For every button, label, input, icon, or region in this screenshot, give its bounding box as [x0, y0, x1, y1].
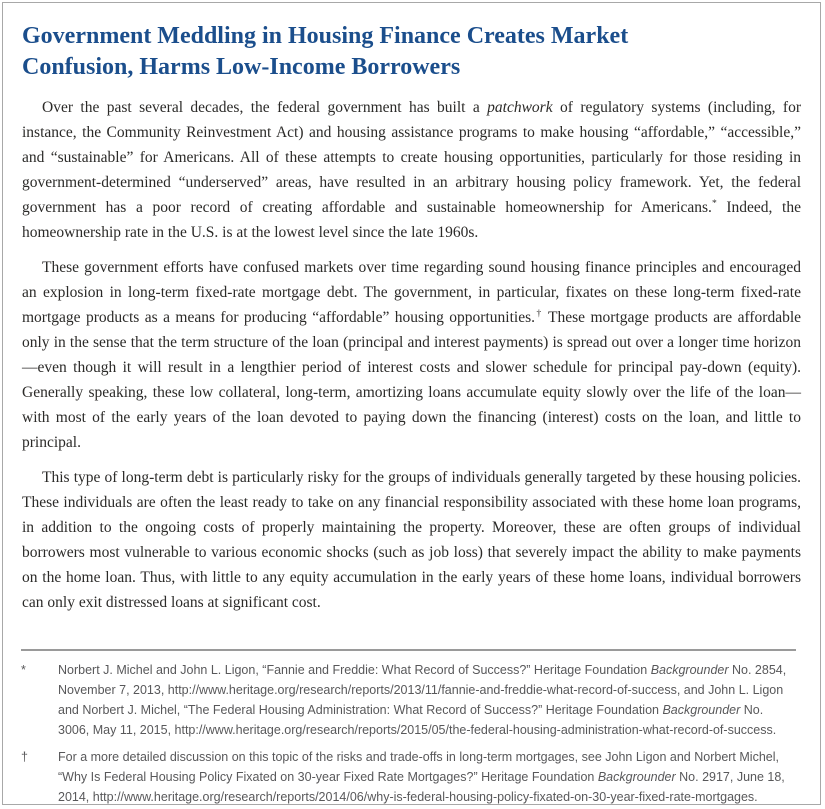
- footnotes-section: [21, 649, 796, 805]
- footnote-asterisk-text: [58, 660, 796, 740]
- footnote-segment: Norbert J. Michel and John L. Ligon, “Fannie and Freddie: What Record of Success?” Heritage Foundation: [58, 663, 651, 677]
- page-title: Government Meddling in Housing Finance Creates Market Confusion, Harms Low-Income Borrowers: [22, 23, 629, 80]
- paragraph-1-italic-patchwork: patchwork: [487, 99, 553, 116]
- footnote-italic-backgrounder: Backgrounder: [597, 770, 676, 784]
- paragraph-2-segment: These mortgage products are affordable only in the sense that the term structure of the loan (principal and interest payments) is spread out over a longer time horizon—even though it will result in a lengthier period of interest costs and slower schedule for principal pay-down (equity). Generally speaking, these low collateral, long-term, amortizing loans accumulate equity slowly over the life of the loan—with most of the early years of the loan devoted to paying down the financing (interest) costs on the loan, and little to principal.: [22, 309, 802, 451]
- paragraph-3: [22, 465, 801, 615]
- footnote-dagger-text: [58, 747, 796, 805]
- footnote-ref-asterisk: *: [711, 197, 717, 209]
- footnote-italic-backgrounder: Backgrounder: [650, 663, 729, 677]
- footnote-marker-asterisk: *: [21, 663, 26, 677]
- footnote-segment: For a more detailed discussion on this topic of the risks and trade-offs in long-term mortgages, see John Ligon and Norbert Michel, “Why Is Federal Housing Policy Fixated on 30-year Fixed Rate Mortgages?” Heritage Foundation: [58, 750, 779, 784]
- footnote-asterisk: [21, 660, 796, 740]
- paragraph-1: [22, 95, 801, 245]
- footnote-dagger: [21, 747, 796, 805]
- footnote-segment: No. 3006, May 11, 2015, http://www.heritage.org/research/reports/2015/05/the-federal-housing-administration-what-record-of-success.: [58, 703, 777, 737]
- footnote-segment: No. 2917, June 18, 2014, http://www.heritage.org/research/reports/2014/06/why-is-federal-housing-policy-fixated-on-30-year-fixed-rate-mortgages.: [58, 770, 785, 804]
- paragraph-1-segment: Over the past several decades, the federal government has built a: [42, 99, 488, 116]
- document-page: [2, 2, 821, 805]
- paragraph-2-segment: These government efforts have confused markets over time regarding sound housing finance principles and encouraged an explosion in long-term fixed-rate mortgage debt. The government, in particular, fixates on these long-term fixed-rate mortgage products as a means for producing “affordable” housing opportunities.: [22, 259, 801, 326]
- footnote-marker-dagger: †: [21, 750, 28, 764]
- paragraph-1-segment: of regulatory systems (including, for instance, the Community Reinvestment Act) and housing assistance programs to make housing “affordable,” “accessible,” and “sustainable” for Americans. All of these attempts to create housing opportunities, particularly for those residing in government-determined “underserved” areas, have resulted in an arbitrary housing policy framework. Yet, the federal government has a poor record of creating affordable and sustainable homeownership for Americans.: [22, 99, 801, 216]
- paragraph-3-segment: This type of long-term debt is particularly risky for the groups of individuals generally targeted by these housing policies. These individuals are often the least ready to take on any financial responsibility associated with these home loan programs, in addition to the ongoing costs of properly maintaining the property. Moreover, these are often groups of individual borrowers most vulnerable to various economic shocks (such as job loss) that severely impact the ability to make payments on the home loan. Thus, with little to any equity accumulation in the early years of these home loans, individual borrowers can only exit distressed loans at significant cost.: [22, 469, 801, 611]
- footnote-italic-backgrounder: Backgrounder: [662, 703, 741, 717]
- paragraph-2: [22, 255, 801, 455]
- footnote-ref-dagger: †: [535, 307, 543, 319]
- footnote-segment: No. 2854, November 7, 2013, http://www.heritage.org/research/reports/2013/11/fannie-and-freddie-what-record-of-success, and John L. Ligon and Norbert J. Michel, “The Federal Housing Administration: What Record of Success?” Heritage Foundation: [58, 663, 787, 717]
- paragraph-1-segment: Indeed, the homeownership rate in the U.S. is at the lowest level since the late 1960s.: [22, 199, 801, 241]
